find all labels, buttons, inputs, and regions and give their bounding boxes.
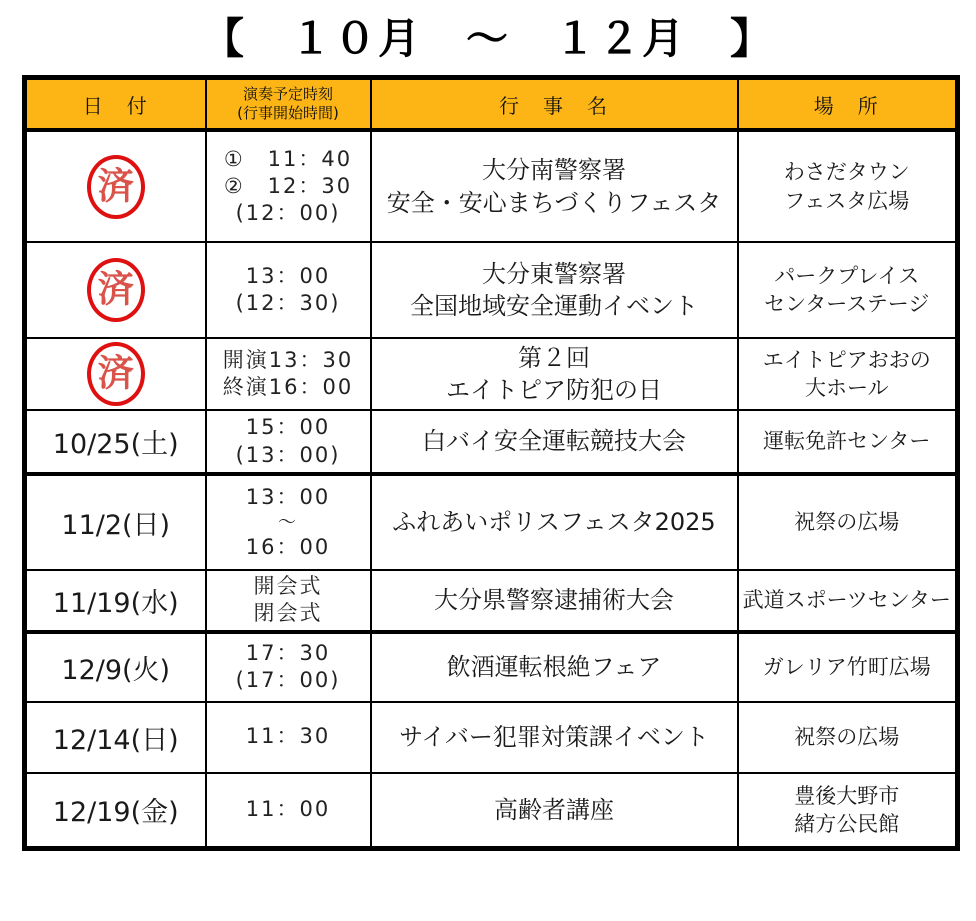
- time-cell: [206, 242, 371, 338]
- event-line: 安全・安心まちづくりフェスタ: [386, 188, 722, 217]
- header-date: 日 付: [25, 78, 206, 131]
- event-line: 白バイ安全運転競技大会: [422, 427, 686, 456]
- place-cell: [738, 474, 958, 570]
- place-line: 祝祭の広場: [794, 724, 900, 749]
- date-cell: [25, 242, 206, 338]
- place-cell: [738, 632, 958, 702]
- date-cell: 10/25(土): [25, 410, 206, 474]
- table-row: [25, 632, 958, 702]
- done-stamp: [87, 258, 145, 322]
- time-line: ～: [278, 511, 298, 533]
- time-cell: [206, 130, 371, 242]
- time-line: (17：00): [235, 668, 341, 693]
- time-cell: [206, 410, 371, 474]
- done-stamp-label: 済: [97, 165, 134, 207]
- event-line: 大分東警察署: [482, 259, 626, 288]
- event-cell: [371, 632, 738, 702]
- time-line: 16：00: [245, 535, 331, 560]
- place-cell: [738, 410, 958, 474]
- place-line: 緒方公民館: [794, 811, 900, 836]
- place-line: ガレリア竹町広場: [762, 654, 931, 679]
- place-line: パークプレイス: [774, 263, 920, 288]
- place-line: わさだタウン: [783, 160, 910, 185]
- time-line: 開演13：30: [222, 347, 354, 372]
- page-title: 【 １０月 ～ １２月 】: [201, 14, 774, 63]
- event-cell: [371, 773, 738, 849]
- place-cell: [738, 773, 958, 849]
- time-line: 17：30: [245, 640, 331, 665]
- event-line: 全国地域安全運動イベント: [410, 292, 698, 320]
- event-line: ふれあいポリスフェスタ2025: [392, 508, 716, 537]
- date-cell: 12/9(火): [25, 632, 206, 702]
- table-row: [25, 130, 958, 242]
- time-cell: [206, 338, 371, 410]
- date-cell: [25, 338, 206, 410]
- table-header: [25, 78, 958, 131]
- date-cell: 11/19(水): [25, 570, 206, 632]
- time-line: 閉会式: [253, 601, 323, 626]
- event-line: 大分県警察逮捕術大会: [434, 586, 674, 615]
- event-cell: [371, 570, 738, 632]
- date-cell: 12/14(日): [25, 702, 206, 773]
- place-line: 武道スポーツセンター: [742, 588, 951, 613]
- table-row: [25, 702, 958, 773]
- place-line: フェスタ広場: [784, 188, 910, 213]
- table-row: [25, 410, 958, 474]
- place-line: センターステージ: [764, 292, 930, 316]
- date-cell: 12/19(金): [25, 773, 206, 849]
- done-stamp: [87, 155, 145, 219]
- time-line: 開会式: [253, 574, 323, 598]
- event-cell: [371, 410, 738, 474]
- header-time-line1: 演奏予定時刻: [242, 85, 333, 104]
- done-stamp: [87, 342, 145, 406]
- table-row: [25, 773, 958, 849]
- header-time-line2: (行事開始時間): [237, 104, 339, 122]
- time-cell: [206, 632, 371, 702]
- table-row: [25, 474, 958, 570]
- time-line: ① 11：40: [223, 146, 353, 171]
- event-line: 第２回: [518, 343, 590, 372]
- time-line: (12：30): [235, 291, 341, 315]
- done-stamp-label: 済: [97, 353, 134, 394]
- done-stamp-label: 済: [97, 269, 134, 310]
- event-line: サイバー犯罪対策課イベント: [399, 722, 709, 751]
- place-cell: [738, 338, 958, 410]
- place-cell: [738, 570, 958, 632]
- time-line: 終演16：00: [222, 375, 354, 399]
- event-cell: [371, 474, 738, 570]
- table-row: [25, 570, 958, 632]
- table-row: [25, 242, 958, 338]
- header-event: 行 事 名: [371, 78, 738, 131]
- place-cell: [738, 130, 958, 242]
- event-line: 大分南警察署: [482, 156, 626, 185]
- place-line: 運転免許センター: [763, 429, 931, 454]
- place-line: エイトピアおおの: [762, 347, 931, 372]
- place-line: 豊後大野市: [794, 783, 900, 808]
- time-line: (13：00): [235, 442, 341, 467]
- event-line: 飲酒運転根絶フェア: [446, 652, 662, 681]
- event-cell: [371, 130, 738, 242]
- event-cell: [371, 702, 738, 773]
- place-cell: [738, 702, 958, 773]
- date-cell: 11/2(日): [25, 474, 206, 570]
- time-cell: [206, 702, 371, 773]
- time-line: 13：00: [245, 484, 331, 509]
- header-place: 場 所: [738, 78, 958, 131]
- time-line: ② 12：30: [223, 173, 353, 198]
- event-schedule-table: [22, 75, 960, 851]
- time-cell: [206, 773, 371, 849]
- table-row: [25, 338, 958, 410]
- date-cell: [25, 130, 206, 242]
- time-line: 13：00: [245, 263, 331, 288]
- time-line: 11：30: [245, 724, 331, 749]
- header-time: [206, 78, 371, 131]
- place-line: 祝祭の広場: [794, 510, 900, 535]
- time-line: 15：00: [245, 415, 331, 440]
- time-cell: [206, 474, 371, 570]
- event-cell: [371, 242, 738, 338]
- event-cell: [371, 338, 738, 410]
- place-line: 大ホール: [804, 376, 889, 400]
- event-line: エイトピア防犯の日: [446, 376, 662, 404]
- place-cell: [738, 242, 958, 338]
- time-line: 11：00: [245, 797, 331, 822]
- time-line: (12：00): [235, 201, 341, 226]
- event-line: 高齢者講座: [494, 795, 614, 824]
- time-cell: [206, 570, 371, 632]
